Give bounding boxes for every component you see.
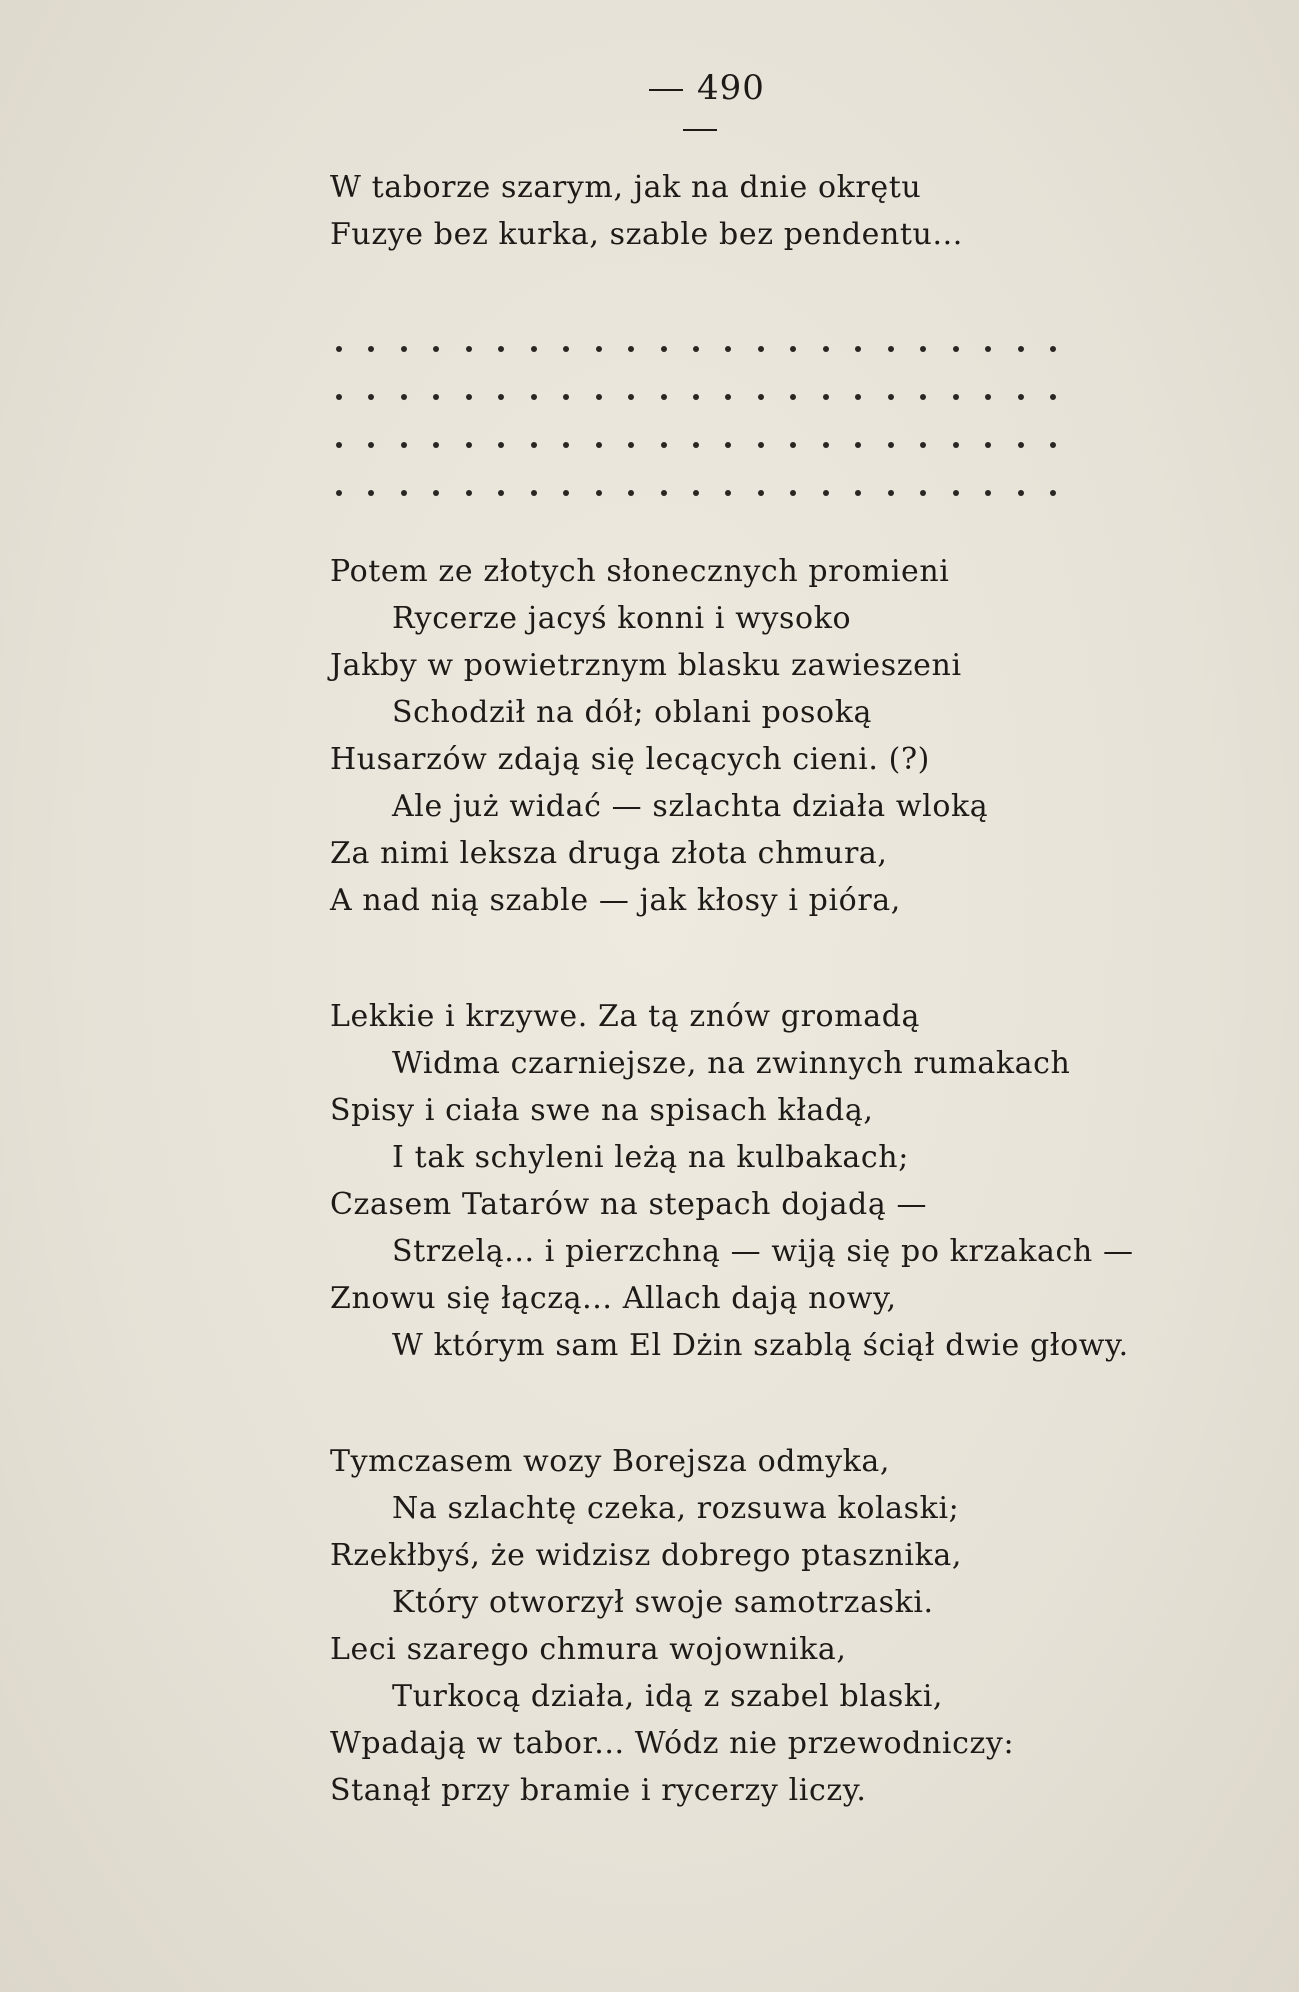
poem-line: Rycerze jacyś konni i wysoko: [392, 601, 852, 636]
ellipsis-dot: [953, 490, 959, 496]
ellipsis-dot: [985, 442, 991, 448]
ellipsis-dot: [823, 442, 829, 448]
ellipsis-dot: [888, 442, 894, 448]
ellipsis-dot: [920, 442, 926, 448]
ellipsis-dot: [498, 442, 504, 448]
poem-line: A nad nią szable — jak kłosy i pióra,: [330, 883, 901, 918]
stanza-2: [330, 548, 1250, 924]
ellipsis-dot: [531, 490, 537, 496]
ellipsis-dot: [661, 490, 667, 496]
poem-line: Turkocą działa, idą z szabel blaski,: [392, 1679, 944, 1714]
ellipsis-dot: [790, 442, 796, 448]
ellipsis-dot: [498, 346, 504, 352]
ellipsis-dot: [758, 442, 764, 448]
ellipsis-dot: [790, 346, 796, 352]
ellipsis-dot: [920, 394, 926, 400]
poem-line: Tymczasem wozy Borejsza odmyka,: [330, 1444, 891, 1479]
ellipsis-dot: [725, 442, 731, 448]
poem-line: W taborze szarym, jak na dnie okrętu: [330, 170, 922, 205]
poem-line: Stanął przy bramie i rycerzy liczy.: [330, 1773, 867, 1808]
ellipsis-dot: [466, 490, 472, 496]
poem-line: Leci szarego chmura wojownika,: [330, 1632, 847, 1667]
dot-row: [336, 373, 1056, 421]
ellipsis-dot: [433, 442, 439, 448]
ellipsis-dot: [368, 490, 374, 496]
ellipsis-dot: [725, 490, 731, 496]
poem-line: Fuzye bez kurka, szable bez pendentu...: [330, 217, 963, 252]
ellipsis-dot: [985, 490, 991, 496]
page-number-text: 490: [697, 68, 765, 108]
ellipsis-dot: [823, 346, 829, 352]
ellipsis-dot: [693, 394, 699, 400]
ellipsis-dot: [790, 490, 796, 496]
ellipsis-dot: [531, 442, 537, 448]
poem-line: Za nimi leksza druga złota chmura,: [330, 836, 888, 871]
ellipsis-dot: [1050, 490, 1056, 496]
dot-row: [336, 421, 1056, 469]
ellipsis-dot: [336, 490, 342, 496]
ellipsis-dot: [661, 394, 667, 400]
ellipsis-dot: [336, 442, 342, 448]
ellipsis-dot: [1018, 346, 1024, 352]
ellipsis-dot-rows: [336, 325, 1056, 517]
ellipsis-dot: [368, 346, 374, 352]
ellipsis-dot: [985, 394, 991, 400]
ellipsis-dot: [596, 490, 602, 496]
ellipsis-dot: [466, 346, 472, 352]
ellipsis-dot: [823, 394, 829, 400]
ellipsis-dot: [563, 490, 569, 496]
ellipsis-dot: [1050, 394, 1056, 400]
ellipsis-dot: [1018, 394, 1024, 400]
ellipsis-dot: [953, 346, 959, 352]
stanza-4: [330, 1438, 1250, 1814]
poem-line: W którym sam El Dżin szablą ściął dwie głowy.: [392, 1328, 1129, 1363]
poem-line: Husarzów zdają się lecących cieni. (?): [330, 742, 930, 777]
ellipsis-dot: [368, 442, 374, 448]
dot-row: [336, 469, 1056, 517]
ellipsis-dot: [953, 394, 959, 400]
ellipsis-dot: [661, 346, 667, 352]
ellipsis-dot: [953, 442, 959, 448]
ellipsis-dot: [1018, 490, 1024, 496]
ellipsis-dot: [1050, 346, 1056, 352]
page-number-dash-left: [649, 89, 683, 91]
ellipsis-dot: [336, 346, 342, 352]
ellipsis-dot: [433, 490, 439, 496]
ellipsis-dot: [628, 442, 634, 448]
poem-line: Znowu się łączą... Allach dają nowy,: [330, 1281, 897, 1316]
ellipsis-dot: [725, 346, 731, 352]
poem-line: Lekkie i krzywe. Za tą znów gromadą: [330, 999, 921, 1034]
ellipsis-dot: [628, 394, 634, 400]
poem-line: Ale już widać — szlachta działa wloką: [392, 789, 989, 824]
ellipsis-dot: [563, 394, 569, 400]
ellipsis-dot: [498, 490, 504, 496]
ellipsis-dot: [855, 346, 861, 352]
stanza-3: [330, 993, 1250, 1369]
ellipsis-dot: [401, 442, 407, 448]
ellipsis-dot: [531, 346, 537, 352]
poem-line: Widma czarniejsze, na zwinnych rumakach: [392, 1046, 1071, 1081]
poem-line: Schodził na dół; oblani posoką: [392, 695, 872, 730]
ellipsis-dot: [336, 394, 342, 400]
ellipsis-dot: [498, 394, 504, 400]
ellipsis-dot: [401, 346, 407, 352]
ellipsis-dot: [368, 394, 374, 400]
ellipsis-dot: [888, 394, 894, 400]
ellipsis-dot: [433, 394, 439, 400]
dot-row: [336, 325, 1056, 373]
ellipsis-dot: [563, 346, 569, 352]
poem-line: Spisy i ciała swe na spisach kładą,: [330, 1093, 874, 1128]
ellipsis-dot: [855, 490, 861, 496]
ellipsis-dot: [790, 394, 796, 400]
ellipsis-dot: [661, 442, 667, 448]
ellipsis-dot: [433, 346, 439, 352]
ellipsis-dot: [758, 490, 764, 496]
poem-line: I tak schyleni leżą na kulbakach;: [392, 1140, 909, 1175]
poem-line: Jakby w powietrznym blasku zawieszeni: [330, 648, 962, 683]
ellipsis-dot: [855, 394, 861, 400]
ellipsis-dot: [628, 346, 634, 352]
poem-line: Rzekłbyś, że widzisz dobrego ptasznika,: [330, 1538, 963, 1573]
ellipsis-dot: [888, 346, 894, 352]
ellipsis-dot: [563, 442, 569, 448]
poem-line: Czasem Tatarów na stepach dojadą —: [330, 1187, 928, 1222]
stanza-1: [330, 164, 1250, 258]
ellipsis-dot: [888, 490, 894, 496]
ellipsis-dot: [628, 490, 634, 496]
ellipsis-dot: [531, 394, 537, 400]
poem-line: Który otworzył swoje samotrzaski.: [392, 1585, 934, 1620]
poem-line: Wpadają w tabor... Wódz nie przewodniczy:: [330, 1726, 1015, 1761]
ellipsis-dot: [401, 490, 407, 496]
ellipsis-dot: [758, 346, 764, 352]
ellipsis-dot: [1018, 442, 1024, 448]
ellipsis-dot: [855, 442, 861, 448]
ellipsis-dot: [725, 394, 731, 400]
ellipsis-dot: [823, 490, 829, 496]
ellipsis-dot: [401, 394, 407, 400]
ellipsis-dot: [985, 346, 991, 352]
ellipsis-dot: [596, 442, 602, 448]
ellipsis-dot: [693, 490, 699, 496]
ellipsis-dot: [596, 394, 602, 400]
poem-line: Na szlachtę czeka, rozsuwa kolaski;: [392, 1491, 960, 1526]
ellipsis-dot: [920, 490, 926, 496]
ellipsis-dot: [466, 394, 472, 400]
ellipsis-dot: [920, 346, 926, 352]
page-number: [620, 68, 780, 148]
ellipsis-dot: [596, 346, 602, 352]
ellipsis-dot: [693, 346, 699, 352]
page-number-dash-right: [683, 129, 717, 131]
ellipsis-dot: [466, 442, 472, 448]
ellipsis-dot: [693, 442, 699, 448]
poem-line: Potem ze złotych słonecznych promieni: [330, 554, 950, 589]
poem-line: Strzelą... i pierzchną — wiją się po krzakach —: [392, 1234, 1134, 1269]
ellipsis-dot: [1050, 442, 1056, 448]
ellipsis-dot: [758, 394, 764, 400]
